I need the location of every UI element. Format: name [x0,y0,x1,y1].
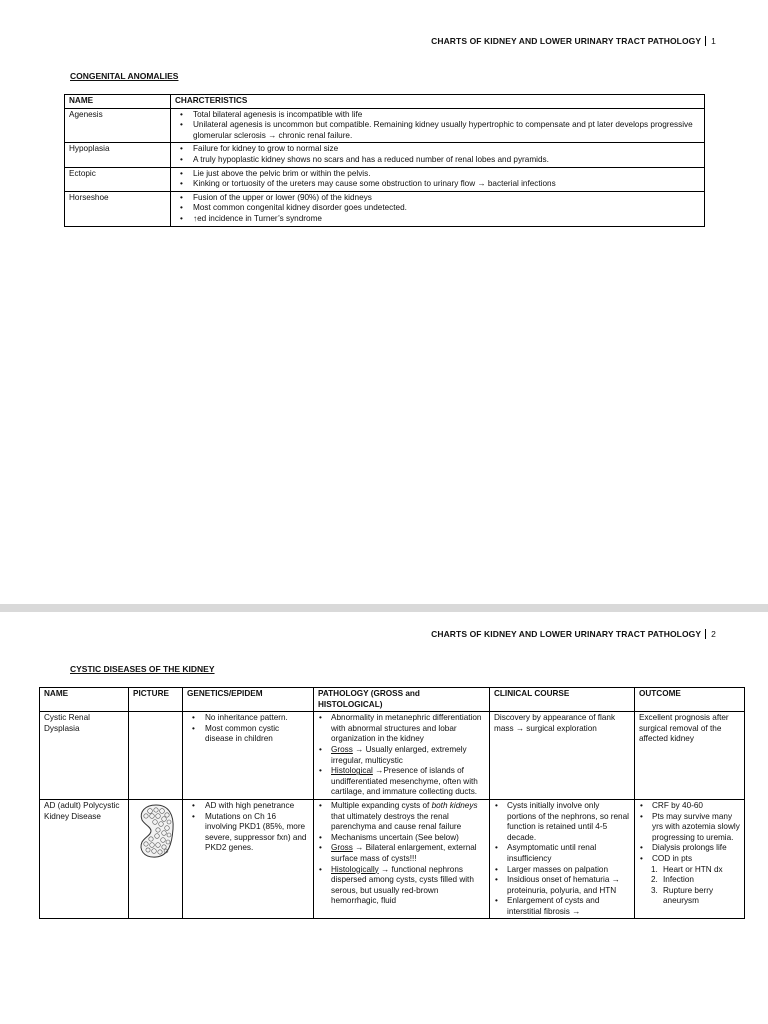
list-item [318,745,485,766]
row-pathology [314,799,490,919]
list-item: • Enlargement of cysts and interstitial fibrosis → [494,896,630,917]
list-item: • Most common cystic disease in children [187,724,309,745]
list-item [318,766,485,798]
list-item: • Cysts initially involve only portions of the nephrons, so renal function is retained until 4-5 decade. [494,801,630,843]
list-item [318,865,485,907]
histo-text: →Presence of islands of undifferentiated mesenchyme, often with cartilage, and immature collecting ducts. [331,766,478,797]
row-characteristics [171,167,705,191]
table-row [40,712,745,800]
list-item: • Larger masses on palpation [494,865,630,876]
list-item [318,801,485,833]
list-item: • AD with high penetrance [187,801,309,812]
item-number: 3. [651,885,658,895]
row-name: Hypoplasia [65,143,171,167]
list-item: • Asymptomatic until renal insufficiency [494,843,630,864]
table-row [65,143,705,167]
row-genetics [183,712,314,800]
page-header [431,629,716,639]
page-number: 1 [705,36,716,46]
list-item: • CRF by 40-60 [639,801,740,812]
histo-label: Histologically [331,864,379,874]
table-row [40,799,745,919]
cystic-diseases-table [39,687,745,919]
page-header [431,36,716,46]
list-item: • Pts may survive many yrs with azotemia slowly progressing to uremia. [639,812,740,844]
gross-label: Gross [331,744,353,754]
list-item: • Mechanisms uncertain (See below) [318,833,485,844]
gross-text: → Bilateral enlargement, external surface mass of cysts!!! [331,843,477,863]
list-item: • Kinking or tortuosity of the ureters may cause some obstruction to urinary flow → bacterial infections [175,179,700,190]
row-outcome [635,799,745,919]
row-name: Agenesis [65,108,171,143]
table-row [65,167,705,191]
section-title: CYSTIC DISEASES OF THE KIDNEY [70,664,215,674]
path-text: Multiple expanding cysts of [331,800,432,810]
col-header-genetics: GENETICS/EPIDEM [183,688,314,712]
list-item: • Failure for kidney to grow to normal size [175,144,700,155]
item-number: 2. [651,875,658,885]
list-item: • Unilateral agenesis is uncommon but compatible. Remaining kidney usually hypertrophic to compensate and pt later develops progressive glomerular sclerosis → chronic renal failure. [175,120,700,141]
list-item: • Mutations on Ch 16 involving PKD1 (85%, more severe, suppressor fxn) and PKD2 genes. [187,812,309,854]
gross-text: → Usually enlarged, extremely irregular, multicystic [331,744,467,765]
list-item: • Lie just above the pelvic brim or within the pelvis. [175,169,700,180]
row-name: Ectopic [65,167,171,191]
row-clinical-course: Discovery by appearance of flank mass → surgical exploration [490,712,635,800]
col-header-clinical-course: CLINICAL COURSE [490,688,635,712]
page-2 [0,612,768,1024]
item-text: Rupture berry aneurysm [663,885,714,906]
row-genetics [183,799,314,919]
table-row [65,108,705,143]
row-name: Cystic Renal Dysplasia [40,712,129,800]
list-item: • ↑ed incidence in Turner’s syndrome [175,214,700,225]
header-title: CHARTS OF KIDNEY AND LOWER URINARY TRACT PATHOLOGY [431,36,702,46]
list-item: • A truly hypoplastic kidney shows no scars and has a reduced number of renal lobes and pyramids. [175,155,700,166]
header-title: CHARTS OF KIDNEY AND LOWER URINARY TRACT PATHOLOGY [431,629,702,639]
table-row [65,191,705,226]
numbered-item [651,886,740,907]
row-characteristics [171,108,705,143]
list-item: • COD in pts [639,854,740,865]
col-header-characteristics: CHARCTERISTICS [171,95,705,109]
item-text: Infection [663,875,694,885]
congenital-anomalies-table [64,94,705,227]
row-pathology [314,712,490,800]
path-emphasis: both kidneys [431,800,478,810]
list-item [318,843,485,864]
polycystic-kidney-illustration [136,803,176,859]
item-number: 1. [651,864,658,874]
gross-label: Gross [331,843,353,853]
histo-label: Histological [331,766,373,776]
col-header-picture: PICTURE [129,688,183,712]
table-header-row [65,95,705,109]
list-item: • Most common congenital kidney disorder goes undetected. [175,203,700,214]
list-item: • Dialysis prolongs life [639,843,740,854]
row-name: AD (adult) Polycystic Kidney Disease [40,799,129,919]
page-number: 2 [705,629,716,639]
list-item: • Total bilateral agenesis is incompatible with life [175,110,700,121]
numbered-item [651,875,740,886]
row-picture [129,799,183,919]
col-header-pathology: PATHOLOGY (GROSS and HISTOLOGICAL) [314,688,490,712]
col-header-name: NAME [65,95,171,109]
col-header-name: NAME [40,688,129,712]
row-clinical-course [490,799,635,919]
row-outcome: Excellent prognosis after surgical removal of the affected kidney [635,712,745,800]
list-item: • Abnormality in metanephric differentiation with abnormal structures and lobar organization in the kidney [318,713,485,745]
row-characteristics [171,191,705,226]
col-header-outcome: OUTCOME [635,688,745,712]
numbered-item [651,865,740,876]
item-text: Heart or HTN dx [663,864,723,874]
row-name: Horseshoe [65,191,171,226]
list-item: • No inheritance pattern. [187,713,309,724]
list-item: • Insidious onset of hematuria → proteinuria, polyuria, and HTN [494,875,630,896]
histo-text: → functional nephrons dispersed among cysts, cysts filled with serous, but usually red-brown hemorrhagic, fluid [331,864,474,906]
list-item: • Fusion of the upper or lower (90%) of the kidneys [175,193,700,204]
section-title: CONGENITAL ANOMALIES [70,71,179,81]
path-text: that ultimately destroys the renal parenchyma and cause renal failure [331,811,462,832]
row-characteristics [171,143,705,167]
row-picture [129,712,183,800]
table-header-row [40,688,745,712]
